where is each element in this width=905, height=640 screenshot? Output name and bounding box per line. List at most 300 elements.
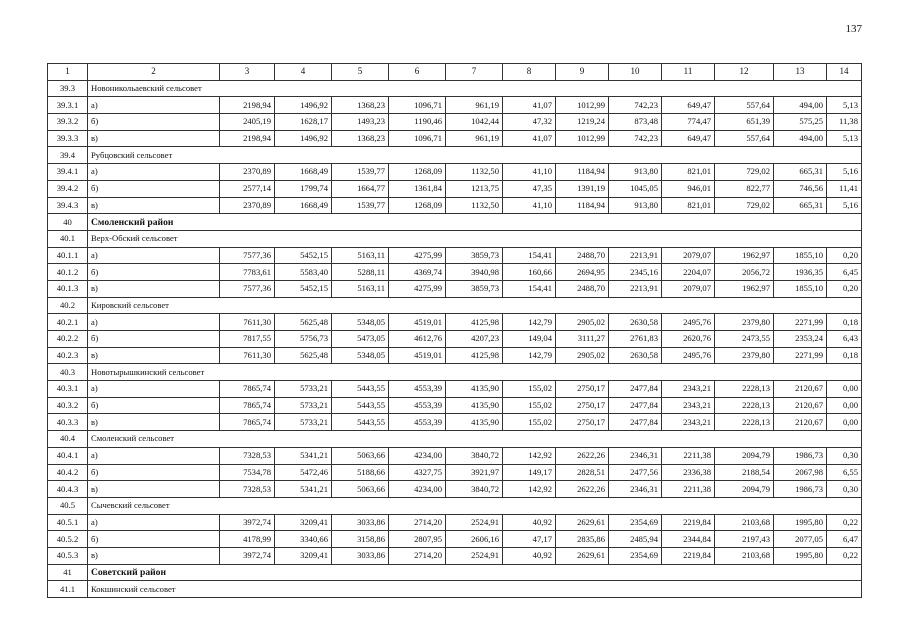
value-cell: 5063,66: [332, 481, 389, 498]
value-cell: 3859,73: [446, 280, 503, 297]
value-cell: 557,64: [715, 130, 774, 147]
value-cell: 1184,94: [556, 197, 609, 214]
row-variant: а): [88, 97, 220, 114]
value-cell: 2120,67: [774, 381, 827, 398]
row-code: 40: [48, 214, 88, 231]
value-cell: 1668,49: [275, 197, 332, 214]
row-variant: а): [88, 381, 220, 398]
value-cell: 1096,71: [389, 130, 446, 147]
value-cell: 1045,05: [609, 180, 662, 197]
value-cell: 7534,78: [220, 464, 275, 481]
value-cell: 6,43: [827, 331, 862, 348]
value-cell: 2379,80: [715, 314, 774, 331]
table-row: [48, 197, 862, 214]
value-cell: 2379,80: [715, 347, 774, 364]
value-cell: 0,00: [827, 414, 862, 431]
table-row: [48, 164, 862, 181]
row-variant: б): [88, 464, 220, 481]
column-header: 8: [503, 64, 556, 81]
value-cell: 4553,39: [389, 381, 446, 398]
value-cell: 2343,21: [662, 397, 715, 414]
row-code: 39.4: [48, 147, 88, 164]
settlement-name: Кокшинский сельсовет: [88, 581, 862, 598]
value-cell: 2067,98: [774, 464, 827, 481]
value-cell: 142,92: [503, 447, 556, 464]
value-cell: 5188,66: [332, 464, 389, 481]
value-cell: 1664,77: [332, 180, 389, 197]
row-code: 39.4.3: [48, 197, 88, 214]
value-cell: 729,02: [715, 164, 774, 181]
value-cell: 2622,26: [556, 447, 609, 464]
value-cell: 5,13: [827, 97, 862, 114]
value-cell: 2211,38: [662, 481, 715, 498]
value-cell: 1042,44: [446, 114, 503, 131]
column-header: 3: [220, 64, 275, 81]
settlement-name: Новотырышкинский сельсовет: [88, 364, 862, 381]
value-cell: 4327,75: [389, 464, 446, 481]
value-cell: 2228,13: [715, 381, 774, 398]
row-code: 40.4.3: [48, 481, 88, 498]
value-cell: 40,92: [503, 547, 556, 564]
value-cell: 47,32: [503, 114, 556, 131]
settlement-name: Верх-Обский сельсовет: [88, 230, 862, 247]
value-cell: 1096,71: [389, 97, 446, 114]
settlement-row: [48, 80, 862, 97]
value-cell: 2620,76: [662, 331, 715, 348]
value-cell: 2219,84: [662, 514, 715, 531]
value-cell: 4125,98: [446, 347, 503, 364]
value-cell: 3158,86: [332, 531, 389, 548]
value-cell: 5,16: [827, 197, 862, 214]
value-cell: 2629,61: [556, 547, 609, 564]
value-cell: 3840,72: [446, 447, 503, 464]
value-cell: 5443,55: [332, 381, 389, 398]
value-cell: 2750,17: [556, 414, 609, 431]
value-cell: 2485,94: [609, 531, 662, 548]
value-cell: 7328,53: [220, 447, 275, 464]
value-cell: 5,16: [827, 164, 862, 181]
row-variant: в): [88, 280, 220, 297]
value-cell: 7328,53: [220, 481, 275, 498]
value-cell: 2577,14: [220, 180, 275, 197]
value-cell: 746,56: [774, 180, 827, 197]
value-cell: 5733,21: [275, 414, 332, 431]
value-cell: 2204,07: [662, 264, 715, 281]
value-cell: 821,01: [662, 164, 715, 181]
value-cell: 1855,10: [774, 280, 827, 297]
value-cell: 913,80: [609, 164, 662, 181]
value-cell: 1962,97: [715, 247, 774, 264]
column-header: 12: [715, 64, 774, 81]
value-cell: 3921,97: [446, 464, 503, 481]
value-cell: 1496,92: [275, 97, 332, 114]
column-header: 6: [389, 64, 446, 81]
value-cell: 4178,99: [220, 531, 275, 548]
value-cell: 0,18: [827, 347, 862, 364]
value-cell: 5452,15: [275, 280, 332, 297]
value-cell: 4553,39: [389, 414, 446, 431]
value-cell: 1012,99: [556, 97, 609, 114]
settlement-row: [48, 364, 862, 381]
value-cell: 3859,73: [446, 247, 503, 264]
value-cell: 2630,58: [609, 347, 662, 364]
row-variant: а): [88, 247, 220, 264]
value-cell: 3111,27: [556, 331, 609, 348]
table-row: [48, 247, 862, 264]
table-row: [48, 447, 862, 464]
value-cell: 2213,91: [609, 280, 662, 297]
value-cell: 149,17: [503, 464, 556, 481]
value-cell: 3972,74: [220, 547, 275, 564]
value-cell: 2198,94: [220, 97, 275, 114]
value-cell: 1799,74: [275, 180, 332, 197]
row-code: 40.4: [48, 431, 88, 448]
value-cell: 2336,38: [662, 464, 715, 481]
value-cell: 2271,99: [774, 314, 827, 331]
settlement-row: [48, 497, 862, 514]
value-cell: 5288,11: [332, 264, 389, 281]
value-cell: 2271,99: [774, 347, 827, 364]
value-cell: 5473,05: [332, 331, 389, 348]
value-cell: 2477,84: [609, 397, 662, 414]
value-cell: 2477,56: [609, 464, 662, 481]
table-row: [48, 397, 862, 414]
row-code: 40.4.2: [48, 464, 88, 481]
value-cell: 1962,97: [715, 280, 774, 297]
value-cell: 2354,69: [609, 514, 662, 531]
value-cell: 5348,05: [332, 347, 389, 364]
table-row: [48, 531, 862, 548]
value-cell: 3940,98: [446, 264, 503, 281]
value-cell: 1986,73: [774, 481, 827, 498]
table-row: [48, 264, 862, 281]
value-cell: 2346,31: [609, 447, 662, 464]
value-cell: 2405,19: [220, 114, 275, 131]
value-cell: 160,66: [503, 264, 556, 281]
value-cell: 7865,74: [220, 381, 275, 398]
value-cell: 1184,94: [556, 164, 609, 181]
value-cell: 4369,74: [389, 264, 446, 281]
value-cell: 2198,94: [220, 130, 275, 147]
column-header: 9: [556, 64, 609, 81]
value-cell: 2219,84: [662, 547, 715, 564]
district-name: Смоленский район: [88, 214, 862, 231]
settlement-row: [48, 297, 862, 314]
row-variant: а): [88, 514, 220, 531]
value-cell: 7611,30: [220, 347, 275, 364]
value-cell: 5163,11: [332, 247, 389, 264]
value-cell: 5733,21: [275, 381, 332, 398]
value-cell: 5452,15: [275, 247, 332, 264]
row-variant: в): [88, 481, 220, 498]
value-cell: 7577,36: [220, 247, 275, 264]
value-cell: 1361,84: [389, 180, 446, 197]
table-row: [48, 114, 862, 131]
value-cell: 651,39: [715, 114, 774, 131]
value-cell: 4234,00: [389, 447, 446, 464]
value-cell: 2343,21: [662, 381, 715, 398]
column-header: 14: [827, 64, 862, 81]
table-row: [48, 180, 862, 197]
value-cell: 4275,99: [389, 280, 446, 297]
value-cell: 7611,30: [220, 314, 275, 331]
value-cell: 665,31: [774, 197, 827, 214]
value-cell: 3209,41: [275, 547, 332, 564]
value-cell: 40,92: [503, 514, 556, 531]
column-header: 1: [48, 64, 88, 81]
value-cell: 7577,36: [220, 280, 275, 297]
value-cell: 1132,50: [446, 197, 503, 214]
value-cell: 2714,20: [389, 547, 446, 564]
value-cell: 2213,91: [609, 247, 662, 264]
value-cell: 5472,46: [275, 464, 332, 481]
value-cell: 11,41: [827, 180, 862, 197]
value-cell: 1539,77: [332, 164, 389, 181]
column-header: 11: [662, 64, 715, 81]
row-variant: в): [88, 414, 220, 431]
table-row: [48, 481, 862, 498]
row-variant: а): [88, 314, 220, 331]
value-cell: 729,02: [715, 197, 774, 214]
value-cell: 0,20: [827, 280, 862, 297]
value-cell: 2056,72: [715, 264, 774, 281]
page-number: 137: [845, 23, 862, 35]
value-cell: 5341,21: [275, 447, 332, 464]
value-cell: 0,30: [827, 481, 862, 498]
value-cell: 4612,76: [389, 331, 446, 348]
value-cell: 5348,05: [332, 314, 389, 331]
column-header: 7: [446, 64, 503, 81]
value-cell: 2103,68: [715, 514, 774, 531]
value-cell: 1995,80: [774, 514, 827, 531]
value-cell: 4275,99: [389, 247, 446, 264]
value-cell: 2228,13: [715, 414, 774, 431]
table-row: [48, 414, 862, 431]
row-variant: в): [88, 347, 220, 364]
value-cell: 2750,17: [556, 397, 609, 414]
value-cell: 2524,91: [446, 514, 503, 531]
value-cell: 2354,69: [609, 547, 662, 564]
value-cell: 2211,38: [662, 447, 715, 464]
value-cell: 2495,76: [662, 347, 715, 364]
value-cell: 5625,48: [275, 347, 332, 364]
value-cell: 2103,68: [715, 547, 774, 564]
row-code: 41.1: [48, 581, 88, 598]
table-row: [48, 347, 862, 364]
value-cell: 3209,41: [275, 514, 332, 531]
value-cell: 1995,80: [774, 547, 827, 564]
value-cell: 41,10: [503, 197, 556, 214]
value-cell: 2343,21: [662, 414, 715, 431]
row-variant: а): [88, 164, 220, 181]
value-cell: 6,45: [827, 264, 862, 281]
value-cell: 1268,09: [389, 197, 446, 214]
value-cell: 2622,26: [556, 481, 609, 498]
district-row: [48, 214, 862, 231]
table-row: [48, 97, 862, 114]
value-cell: 2370,89: [220, 164, 275, 181]
value-cell: 2750,17: [556, 381, 609, 398]
value-cell: 0,00: [827, 397, 862, 414]
settlement-name: Кировский сельсовет: [88, 297, 862, 314]
value-cell: 1368,23: [332, 97, 389, 114]
value-cell: 2120,67: [774, 414, 827, 431]
value-cell: 3033,86: [332, 547, 389, 564]
row-code: 39.3.3: [48, 130, 88, 147]
row-code: 40.3.1: [48, 381, 88, 398]
row-code: 39.4.1: [48, 164, 88, 181]
value-cell: 1668,49: [275, 164, 332, 181]
value-cell: 155,02: [503, 397, 556, 414]
value-cell: 5341,21: [275, 481, 332, 498]
value-cell: 0,00: [827, 381, 862, 398]
table-body: [48, 64, 862, 598]
column-header: 5: [332, 64, 389, 81]
value-cell: 665,31: [774, 164, 827, 181]
row-variant: б): [88, 264, 220, 281]
value-cell: 142,92: [503, 481, 556, 498]
value-cell: 7817,55: [220, 331, 275, 348]
value-cell: 2905,02: [556, 347, 609, 364]
settlement-row: [48, 431, 862, 448]
value-cell: 5625,48: [275, 314, 332, 331]
row-code: 40.2.3: [48, 347, 88, 364]
value-cell: 1213,75: [446, 180, 503, 197]
settlement-row: [48, 230, 862, 247]
value-cell: 41,10: [503, 164, 556, 181]
table-row: [48, 314, 862, 331]
value-cell: 2761,83: [609, 331, 662, 348]
value-cell: 946,01: [662, 180, 715, 197]
row-code: 40.2.2: [48, 331, 88, 348]
table-row: [48, 130, 862, 147]
value-cell: 3340,66: [275, 531, 332, 548]
value-cell: 557,64: [715, 97, 774, 114]
value-cell: 494,00: [774, 97, 827, 114]
value-cell: 2346,31: [609, 481, 662, 498]
row-code: 39.3.1: [48, 97, 88, 114]
column-header: 10: [609, 64, 662, 81]
value-cell: 0,18: [827, 314, 862, 331]
header-row: [48, 64, 862, 81]
value-cell: 2495,76: [662, 314, 715, 331]
value-cell: 5163,11: [332, 280, 389, 297]
district-row: [48, 564, 862, 581]
table-row: [48, 280, 862, 297]
value-cell: 1628,17: [275, 114, 332, 131]
value-cell: 4125,98: [446, 314, 503, 331]
value-cell: 4519,01: [389, 314, 446, 331]
value-cell: 821,01: [662, 197, 715, 214]
value-cell: 154,41: [503, 280, 556, 297]
row-variant: б): [88, 114, 220, 131]
value-cell: 2079,07: [662, 280, 715, 297]
value-cell: 3033,86: [332, 514, 389, 531]
value-cell: 1493,23: [332, 114, 389, 131]
row-variant: б): [88, 180, 220, 197]
row-code: 41: [48, 564, 88, 581]
table-row: [48, 514, 862, 531]
value-cell: 5063,66: [332, 447, 389, 464]
value-cell: 2905,02: [556, 314, 609, 331]
column-header: 4: [275, 64, 332, 81]
value-cell: 41,07: [503, 97, 556, 114]
value-cell: 649,47: [662, 97, 715, 114]
value-cell: 142,79: [503, 347, 556, 364]
row-variant: б): [88, 331, 220, 348]
row-code: 39.4.2: [48, 180, 88, 197]
value-cell: 2524,91: [446, 547, 503, 564]
value-cell: 2488,70: [556, 247, 609, 264]
value-cell: 1986,73: [774, 447, 827, 464]
value-cell: 2345,16: [609, 264, 662, 281]
value-cell: 2197,43: [715, 531, 774, 548]
value-cell: 0,22: [827, 547, 862, 564]
value-cell: 2477,84: [609, 381, 662, 398]
value-cell: 2694,95: [556, 264, 609, 281]
column-header: 13: [774, 64, 827, 81]
value-cell: 913,80: [609, 197, 662, 214]
value-cell: 4207,23: [446, 331, 503, 348]
value-cell: 2488,70: [556, 280, 609, 297]
value-cell: 6,55: [827, 464, 862, 481]
value-cell: 2094,79: [715, 447, 774, 464]
value-cell: 2835,86: [556, 531, 609, 548]
data-table: [47, 63, 862, 598]
value-cell: 2188,54: [715, 464, 774, 481]
value-cell: 4234,00: [389, 481, 446, 498]
value-cell: 2120,67: [774, 397, 827, 414]
value-cell: 2094,79: [715, 481, 774, 498]
value-cell: 575,25: [774, 114, 827, 131]
settlement-name: Рубцовский сельсовет: [88, 147, 862, 164]
value-cell: 5443,55: [332, 414, 389, 431]
value-cell: 2606,16: [446, 531, 503, 548]
value-cell: 494,00: [774, 130, 827, 147]
value-cell: 1012,99: [556, 130, 609, 147]
settlement-row: [48, 147, 862, 164]
row-code: 40.5.3: [48, 547, 88, 564]
value-cell: 2079,07: [662, 247, 715, 264]
value-cell: 2353,24: [774, 331, 827, 348]
value-cell: 5733,21: [275, 397, 332, 414]
value-cell: 2370,89: [220, 197, 275, 214]
row-code: 39.3.2: [48, 114, 88, 131]
table-row: [48, 464, 862, 481]
row-code: 40.3.3: [48, 414, 88, 431]
value-cell: 149,04: [503, 331, 556, 348]
row-code: 40.1.2: [48, 264, 88, 281]
value-cell: 1268,09: [389, 164, 446, 181]
value-cell: 155,02: [503, 381, 556, 398]
value-cell: 1391,19: [556, 180, 609, 197]
value-cell: 7865,74: [220, 397, 275, 414]
value-cell: 2077,05: [774, 531, 827, 548]
settlement-row: [48, 581, 862, 598]
value-cell: 4135,90: [446, 381, 503, 398]
value-cell: 2344,84: [662, 531, 715, 548]
value-cell: 4553,39: [389, 397, 446, 414]
value-cell: 7783,61: [220, 264, 275, 281]
value-cell: 0,20: [827, 247, 862, 264]
row-code: 40.5.1: [48, 514, 88, 531]
value-cell: 5443,55: [332, 397, 389, 414]
value-cell: 47,17: [503, 531, 556, 548]
settlement-name: Сычевский сельсовет: [88, 497, 862, 514]
value-cell: 7865,74: [220, 414, 275, 431]
value-cell: 3840,72: [446, 481, 503, 498]
row-code: 40.3.2: [48, 397, 88, 414]
